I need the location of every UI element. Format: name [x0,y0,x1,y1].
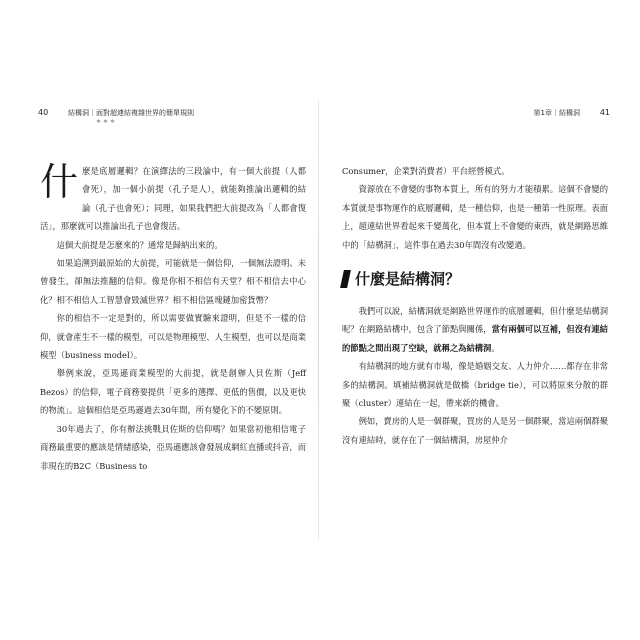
page-number: 41 [599,108,610,117]
paragraph: 資源放在不會變的事物本質上，所有的努力才能積累。這個不會變的本質就是事物運作的底層邏輯，是一種信仰，也是一種第一性原理。表面上，超連結世界看起來千變萬化，但本質上不會變的東西，就是網路思維中的「結構洞」，這件事在過去30年間沒有改變過。 [342,184,608,250]
paragraph: 例如，賣房的人是一個群聚，買房的人是另一個群聚，當這兩個群聚沒有連結時，就存在了一個結構洞，房屋仲介 [342,416,608,445]
page-number: 40 [38,108,49,117]
paragraph-text: 我們可以說，結構洞就是網路世界運作的底層邏輯，但什麼是結構洞呢？在網路結構中，包含了節點與關係， [342,306,608,335]
ornament: ＊＊＊ [96,119,118,125]
paragraph [342,302,608,357]
paragraph: 舉例來說，亞馬遜商業模型的大前提，就是創辦人貝佐斯（Jeff Bezos）的信仰，電子商務要提供「更多的選擇、更低的售價，以及更快的物流」。這個相信是亞馬遜過去30年間，所有變化下的不變原則。 [40,368,306,416]
book-spread [0,100,640,540]
paragraph-text: 。 [491,342,500,353]
paragraph: 你的相信不一定是對的，所以需要做實驗來證明，但是不一樣的信仰，就會產生不一樣的模型，可以是物理模型、人生模型，也可以是商業模型（business model）。 [40,313,306,361]
drop-cap: 什 [40,160,79,204]
left-page [28,100,318,540]
paragraph-text: 麼是底層邏輯？在演繹法的三段論中，有一個大前提（人都會死），加一個小前提（孔子是人），就能夠推論出邏輯的結論（孔子也會死）；同理，如果我們把大前提改為「人都會復活」，那麼就可以推論出孔子也會復活。 [40,166,306,232]
right-body-text [342,162,608,449]
paragraph: Consumer，企業對消費者）平台經營模式。 [342,166,510,176]
paragraph: 有結構洞的地方就有市場，像是婚姻交友、人力仲介……都存在非常多的結構洞。填補結構洞就是做橋（bridge tie），可以將原來分散的群聚（cluster）連結在一起，帶來新的機會。 [342,361,608,409]
paragraph: 30年過去了，你有辦法挑戰貝佐斯的信仰嗎？如果當初他相信電子商務最重要的應該是情緒感染，亞馬遜應該會發展成網紅直播或抖音，而非現在的B2C（Business to [40,423,306,471]
right-page [330,100,620,540]
left-header [28,108,318,128]
running-head: 第1章｜結構洞 [533,109,580,117]
right-header [330,108,620,128]
running-head: 結構洞｜面對超連結複雜世界的簡單規則 [68,109,194,117]
paragraph: 這個大前提是怎麼來的？通常是歸納出來的。 [56,239,223,250]
gutter [318,100,319,540]
paragraph: 如果追溯到最原始的大前提，可能就是一個信仰，一個無法證明、未曾發生，卻無法推翻的信仰。像是你相不相信有天堂？相不相信去中心化？相不相信人工智慧會毀滅世界？相不相信區塊鏈加密貨幣？ [40,258,306,305]
heading-marker-icon [340,270,351,288]
section-title-text: 什麼是結構洞？ [355,270,461,289]
emphasis-text: 當有兩個可以互補，但沒有連結的節點之間出現了空缺，就稱之為結構洞 [342,324,608,353]
left-body-text [40,162,306,475]
paragraph [40,162,306,236]
section-heading [342,268,608,290]
